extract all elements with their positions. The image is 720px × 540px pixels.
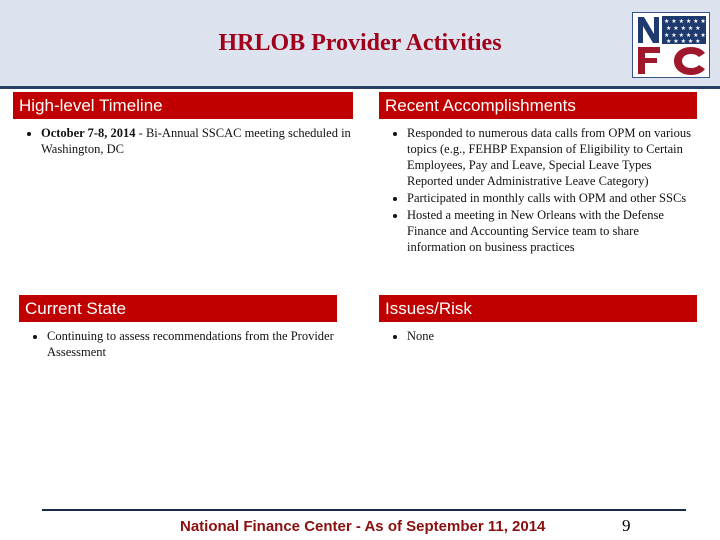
list-item: • October 7-8, 2014 - Bi-Annual SSCAC meeting scheduled in Washington, DC [41, 125, 353, 157]
section-timeline [13, 92, 353, 158]
list-item: • Hosted a meeting in New Orleans with the Defense Finance and Accounting Service team to share information on business practices [407, 207, 697, 255]
svg-text:★ ★ ★ ★ ★: ★ ★ ★ ★ ★ [666, 25, 701, 32]
list-item: • None [407, 328, 697, 344]
section-current-state [19, 295, 337, 361]
list-item: • Responded to numerous data calls from OPM on various topics (e.g., FEHBP Expansion of Eligibility to Certain Employees, Pay and Leave, Special Leave Types Reported under Administrative Leave Category) [407, 125, 697, 189]
section-accomplishments [379, 92, 697, 256]
section-heading: Recent Accomplishments [379, 92, 697, 119]
section-heading: High-level Timeline [13, 92, 353, 119]
section-issues-risk [379, 295, 697, 345]
section-heading: Issues/Risk [379, 295, 697, 322]
svg-text:★ ★ ★ ★ ★ ★: ★ ★ ★ ★ ★ ★ [664, 18, 706, 25]
footer-text: National Finance Center - As of September 11, 2014 [180, 518, 546, 535]
list-item: • Continuing to assess recommendations from the Provider Assessment [47, 328, 337, 360]
footer-divider [42, 509, 686, 511]
page-title: HRLOB Provider Activities [218, 30, 502, 56]
list-item: • Participated in monthly calls with OPM and other SSCs [407, 190, 697, 206]
page-number: 9 [622, 516, 631, 535]
svg-text:★ ★ ★ ★ ★ ★: ★ ★ ★ ★ ★ ★ [664, 32, 706, 39]
nfc-logo [632, 12, 710, 78]
svg-text:★ ★ ★ ★ ★: ★ ★ ★ ★ ★ [666, 38, 701, 45]
section-heading: Current State [19, 295, 337, 322]
